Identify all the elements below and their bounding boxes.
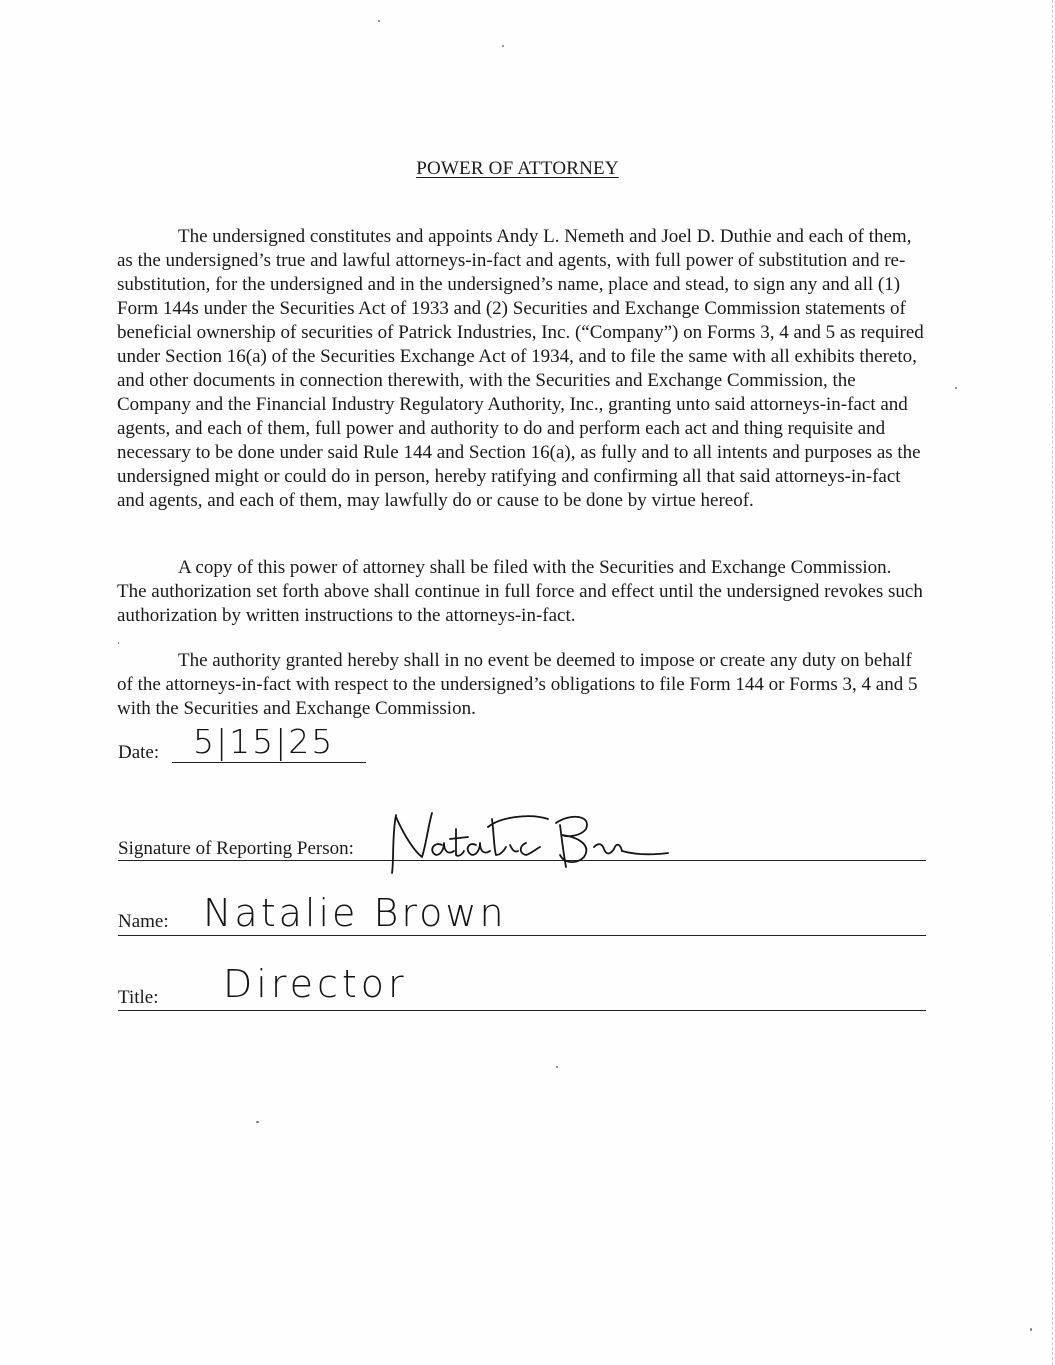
title-line bbox=[118, 1010, 926, 1011]
scan-speck bbox=[556, 1066, 558, 1068]
paragraph-authority: The authority granted hereby shall in no event be deemed to impose or create any duty on behalf of the attorneys-in-fact with respect to the undersigned’s obligations to file Form 144 or Forms 3, 4 and 5 with the Securities and Exchange Commission. bbox=[117, 650, 918, 719]
title-value: Director bbox=[223, 962, 408, 1006]
scan-speck bbox=[502, 45, 504, 47]
name-value: Natalie Brown bbox=[203, 891, 507, 935]
handwritten-signature bbox=[380, 805, 670, 885]
name-label: Name: bbox=[118, 911, 169, 932]
date-label: Date: bbox=[118, 742, 160, 763]
date-line bbox=[172, 762, 366, 763]
document-title: POWER OF ATTORNEY bbox=[416, 158, 619, 179]
scan-edge-artifact bbox=[1052, 0, 1053, 1365]
date-value: 5|15|25 bbox=[193, 722, 335, 761]
scan-speck bbox=[256, 1121, 259, 1123]
paragraph-filing: A copy of this power of attorney shall be filed with the Securities and Exchange Commission. The authorization set forth above shall continue in full force and effect until the undersigned revokes such authorization by written instructions to the attorneys-in-fact. bbox=[117, 557, 923, 626]
paragraph-appointment: The undersigned constitutes and appoints Andy L. Nemeth and Joel D. Duthie and each of them, as the undersigned’s true and lawful attorneys-in-fact and agents, with full power of substitution and re-substitution, for the undersigned and in the undersigned’s name, place and stead, to sign any and all (1) Form 144s under the Securities Act of 1933 and (2) Securities and Exchange Commission statements of beneficial ownership of securities of Patrick Industries, Inc. (“Company”) on Forms 3, 4 and 5 as required under Section 16(a) of the Securities Exchange Act of 1934, and to file the same with all exhibits thereto, and other documents in connection therewith, with the Securities and Exchange Commission, the Company and the Financial Industry Regulatory Authority, Inc., granting unto said attorneys-in-fact and agents, and each of them, full power and authority to do and perform each act and thing requisite and necessary to be done under said Rule 144 and Section 16(a), as fully and to all intents and purposes as the undersigned might or could do in person, hereby ratifying and confirming all that said attorneys-in-fact and agents, and each of them, may lawfully do or cause to be done by virtue hereof. bbox=[117, 226, 924, 511]
name-line bbox=[118, 935, 926, 936]
scan-speck bbox=[118, 642, 119, 644]
scan-speck bbox=[378, 20, 380, 22]
signature-label: Signature of Reporting Person: bbox=[118, 838, 354, 859]
scan-speck bbox=[1030, 1328, 1032, 1331]
title-label: Title: bbox=[118, 987, 159, 1008]
scan-speck bbox=[955, 387, 957, 389]
